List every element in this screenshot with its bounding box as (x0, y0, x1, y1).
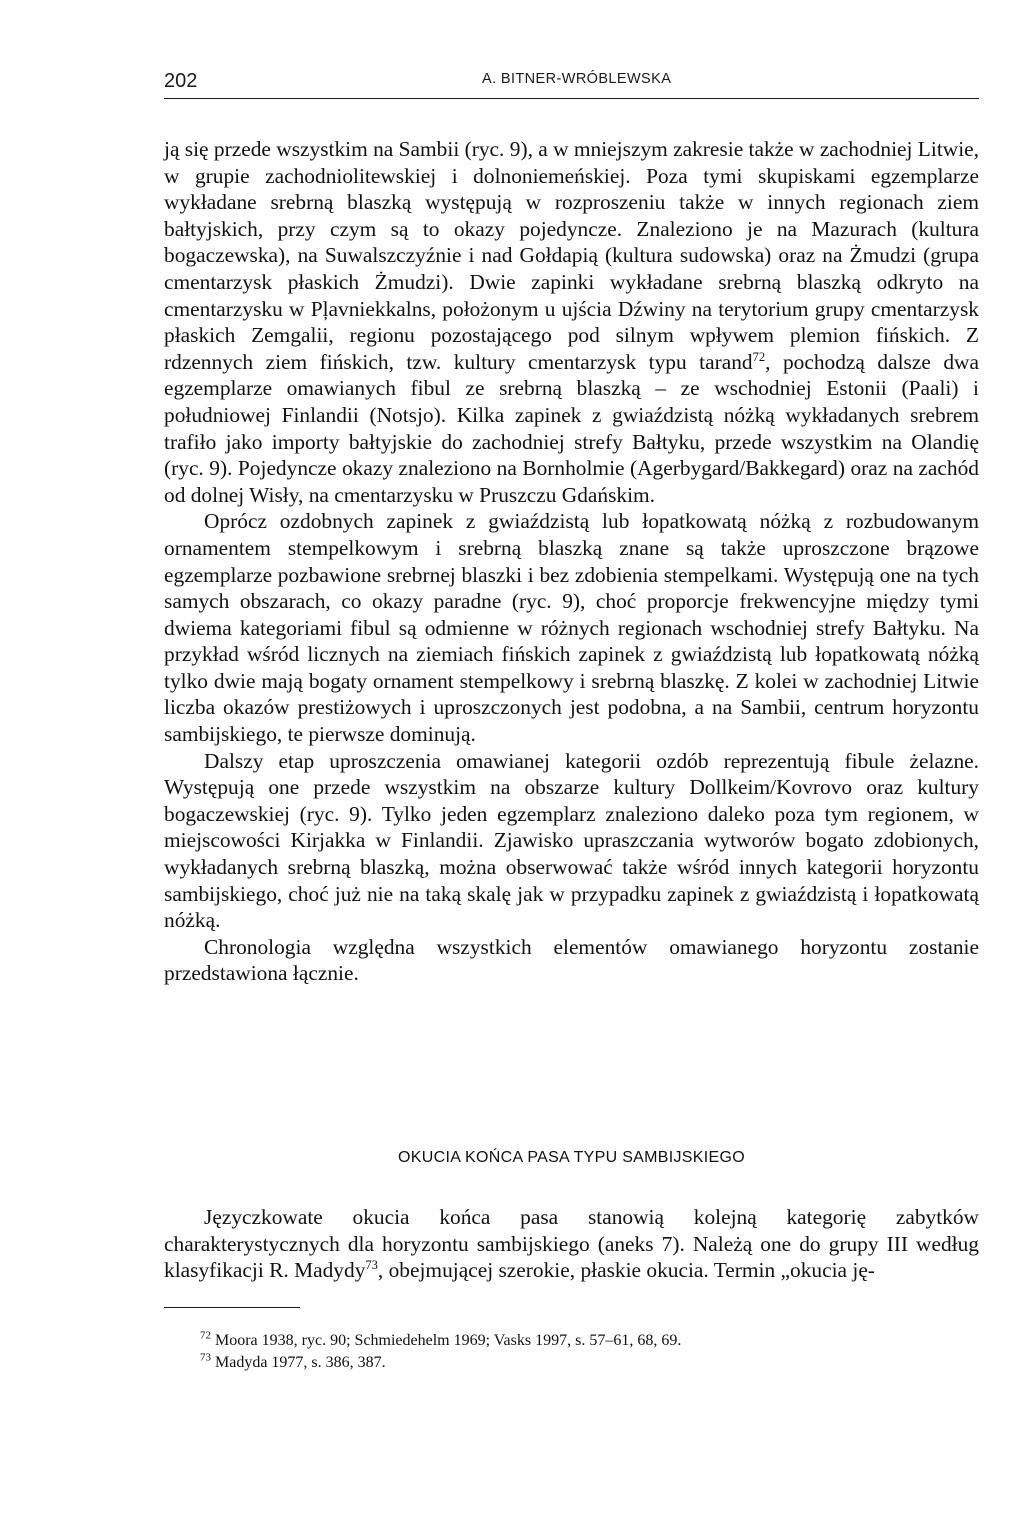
section-heading: OKUCIA KOŃCA PASA TYPU SAMBIJSKIEGO (398, 1149, 745, 1166)
section-paragraph-1 (164, 1204, 979, 1284)
running-head-author: A. BITNER-WRÓBLEWSKA (482, 71, 672, 87)
footnote-72 (200, 1330, 980, 1352)
footnote-number: 72 (200, 1329, 211, 1342)
footnote-ref-72[interactable]: 72 (752, 349, 766, 364)
paragraph-2: Oprócz ozdobnych zapinek z gwiaździstą lub łopatkowatą nóżką z rozbudowanym ornamentem stempelkowym i srebrną blaszką znane są także uproszczone brązowe egzemplarze pozbawione srebrnej blaszki i bez zdobienia stempelkami. Występują one na tych samych obszarach, co okazy paradne (ryc. 9), choć proporcje frekwencyjne między tymi dwiema kategoriami fibul są odmienne w różnych regionach wschodniej strefy Bałtyku. Na przykład wśród licznych na ziemiach fińskich zapinek z gwiaździstą lub łopatkowatą nóżką tylko dwie mają bogaty ornament stempelkowy i srebrną blaszkę. Z kolei w zachodniej Litwie liczba okazów prestiżowych i uproszczonych jest podobna, a na Sambii, centrum horyzontu sambijskiego, te pierwsze dominują. (164, 509, 979, 747)
paragraph-4: Chronologia względna wszystkich elementów omawianego horyzontu zostanie przedstawiona łącznie. (164, 934, 979, 986)
paragraph-3: Dalszy etap uproszczenia omawianej kategorii ozdób reprezentują fibule żelazne. Występują one przede wszystkim na obszarze kultury Dollkeim/Kovrovo oraz kultury bogaczewskiej (ryc. 9). Tylko jeden egzemplarz znaleziono daleko poza tym regionem, w miejscowości Kirjakka w Finlandii. Zjawisko upraszczania wytworów bogato zdobionych, wykładanych srebrną blaszką, można obserwować także wśród innych kategorii horyzontu sambijskiego, choć już nie na taką skalę jak w przypadku zapinek z gwiaździstą i łopatkowatą nóżką. (164, 748, 979, 933)
footnote-73 (200, 1352, 980, 1374)
paragraph-1-text-a: ją się przede wszystkim na Sambii (ryc. 9), a w mniejszym zakresie także w zachodniej Litwie, w grupie zachodniolitewskiej i dolnoniemeńskiej. Poza tymi skupiskami egzemplarze wykładane srebrną blaszką występują w rozproszeniu także w innych regionach ziem bałtyjskich, przy czym są to okazy pojedyncze. Znaleziono je na Mazurach (kultura bogaczewska), na Suwalszczyźnie i nad Gołdapią (kultura sudowska) oraz na Żmudzi (grupa cmentarzysk płaskich Żmudzi). Dwie zapinki wykładane srebrną blaszką odkryto na cmentarzysku w Pļavniekkalns, położonym u ujścia Dźwiny na terytorium grupy cmentarzysk płaskich Zemgalii, regionu pozostającego pod silnym wpływem plemion fińskich. Z rdzennych ziem fińskich, tzw. kultury cmentarzysk typu tarand (164, 137, 979, 374)
main-text (164, 136, 979, 987)
footnote-text: Moora 1938, ryc. 90; Schmiedehelm 1969; Vasks 1997, s. 57–61, 68, 69. (211, 1332, 682, 1349)
footnote-ref-73[interactable]: 73 (365, 1258, 378, 1273)
footnote-rule (164, 1307, 300, 1308)
section-paragraph-1-text-a: Języczkowate okucia końca pasa stanowią kolejną kategorię zabytków charakterystycznych dla horyzontu sambijskiego (aneks 7). Należą one do grupy III według klasyfikacji R. Madydy (164, 1205, 979, 1283)
footnote-text: Madyda 1977, s. 386, 387. (211, 1354, 386, 1371)
footnotes (200, 1330, 980, 1374)
section-paragraph-1-text-b: , obejmującej szerokie, płaskie okucia. Termin „okucia ję- (377, 1258, 875, 1283)
page-number: 202 (164, 70, 198, 92)
paragraph-1 (164, 136, 979, 508)
running-header (164, 66, 979, 99)
section-text (164, 1204, 979, 1284)
footnote-number: 73 (200, 1351, 211, 1364)
paragraph-1-text-b: , pochodzą dalsze dwa egzemplarze omawianych fibul ze srebrną blaszką – ze wschodniej Estonii (Paali) i południowej Finlandii (Notsjo). Kilka zapinek z gwiaździstą nóżką wykładanych srebrem trafiło jako importy bałtyjskie do zachodniej strefy Bałtyku, przede wszystkim na Olandię (ryc. 9). Pojedyncze okazy znaleziono na Bornholmie (Agerbygard/Bakkegard) oraz na zachód od dolnej Wisły, na cmentarzysku w Pruszczu Gdańskim. (164, 349, 979, 507)
